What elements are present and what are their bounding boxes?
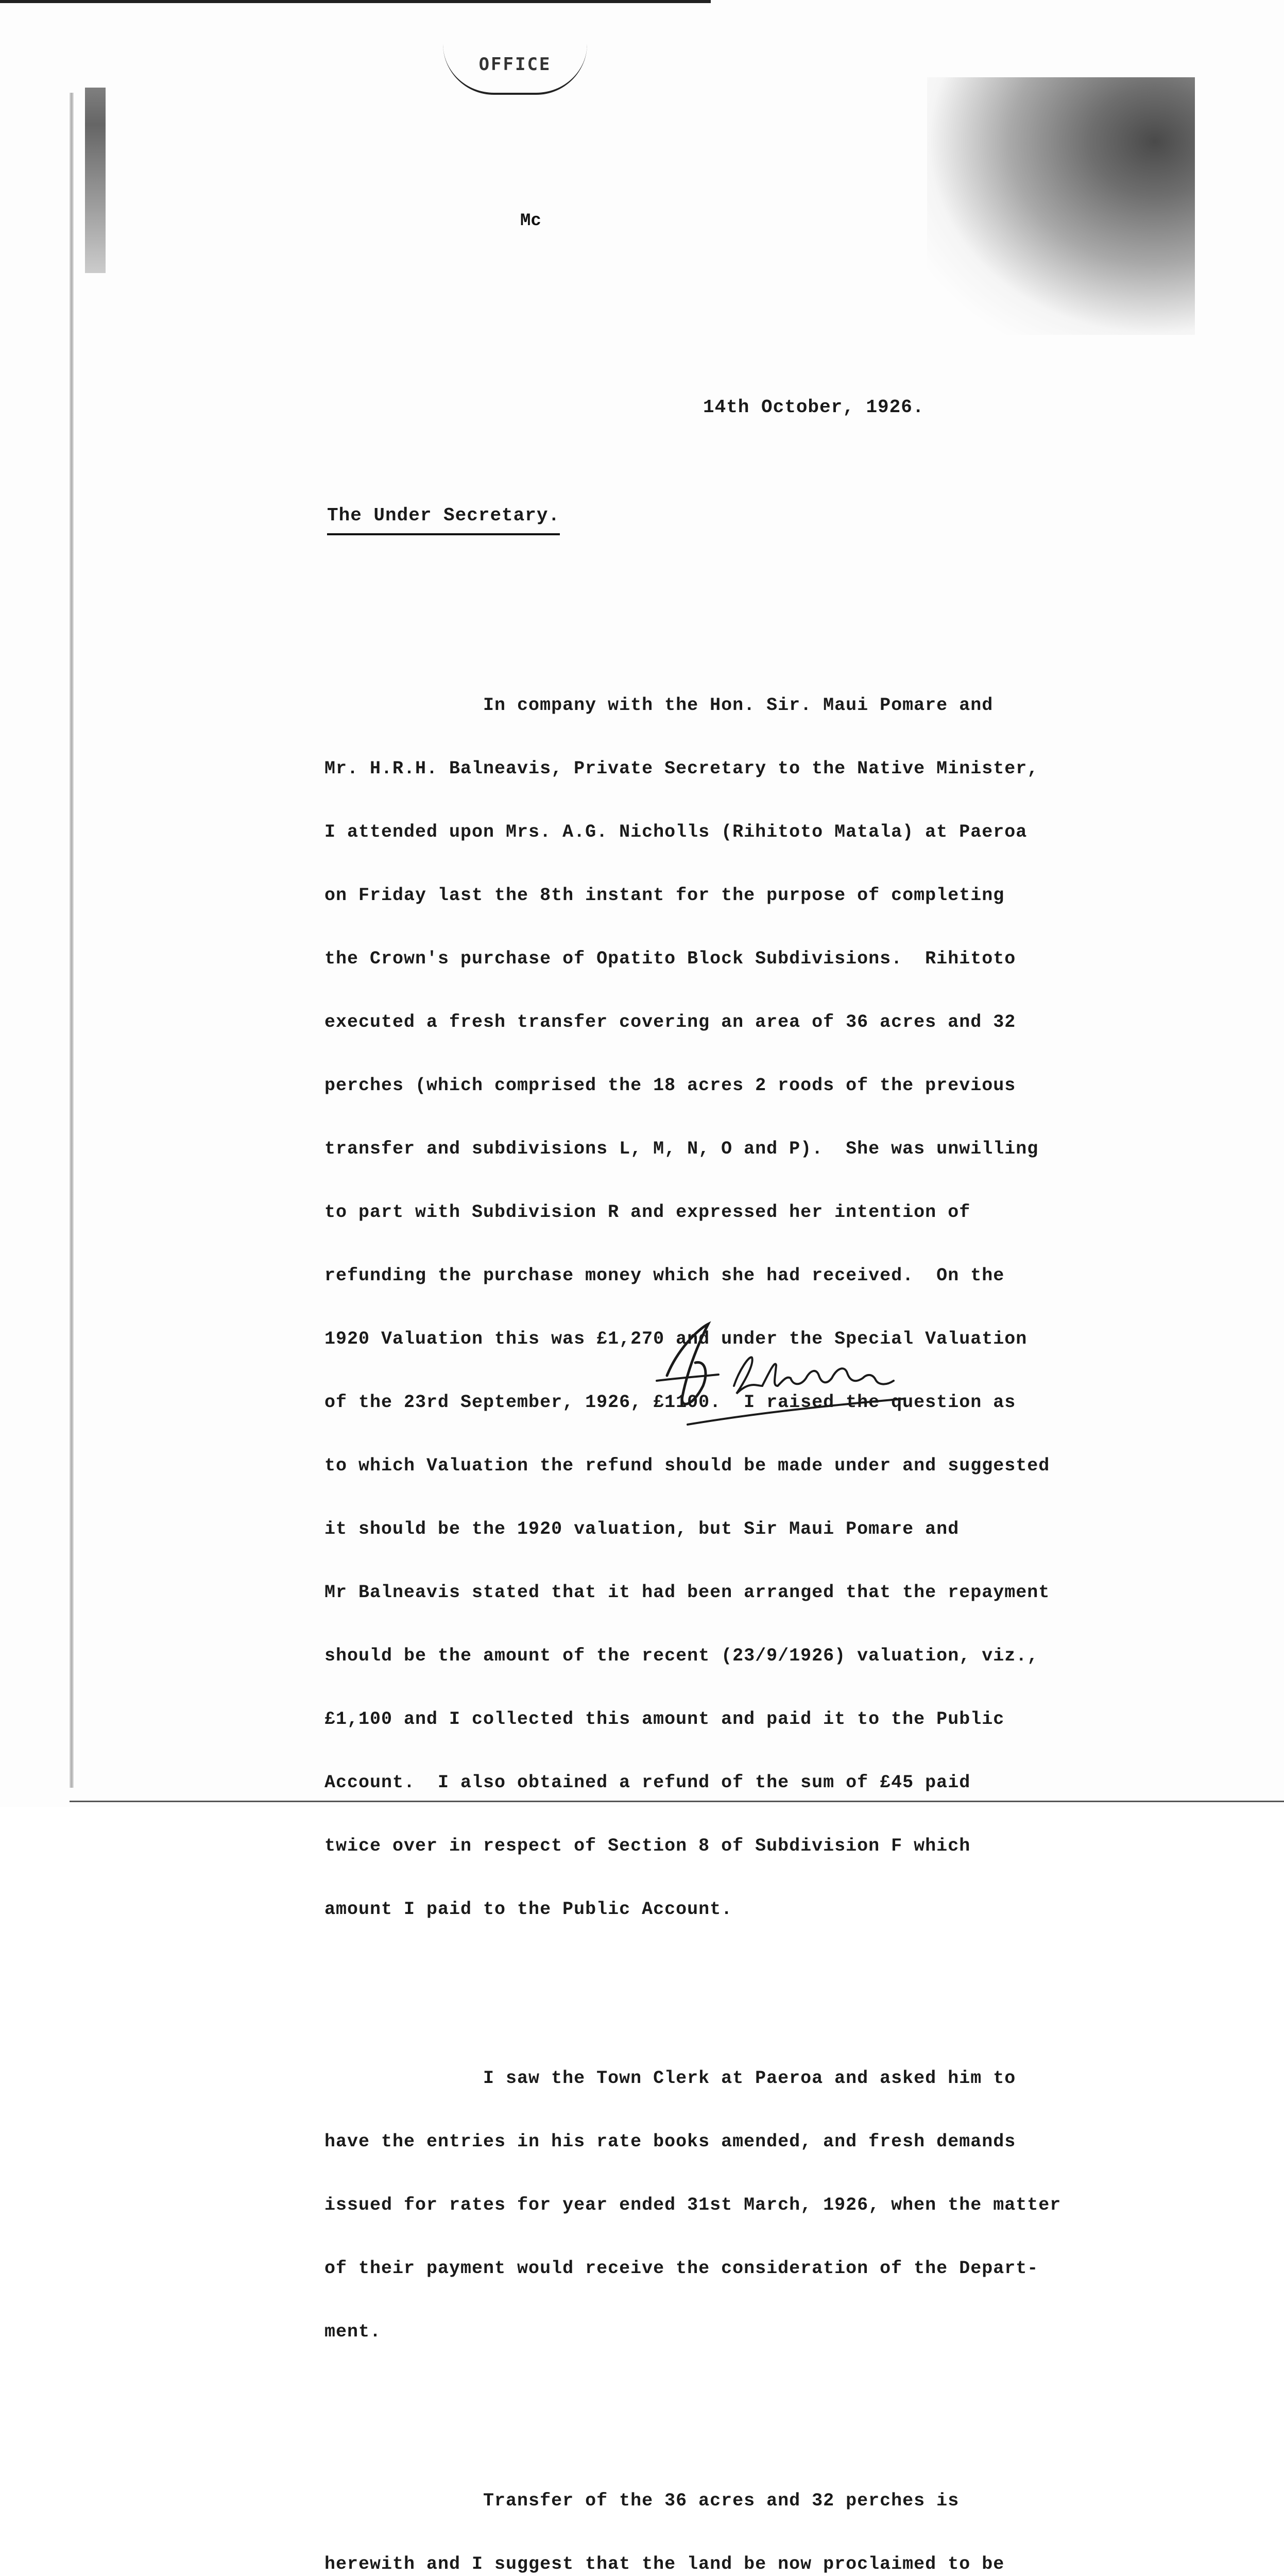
corner-scan-shadow <box>927 77 1195 335</box>
letter-date: 14th October, 1926. <box>703 397 925 418</box>
text-line: the Crown's purchase of Opatito Block Subdivisions. Rihitoto <box>324 948 1016 969</box>
handwritten-signature <box>646 1309 935 1443</box>
top-edge-rule <box>0 0 711 3</box>
reference-mark: Mc <box>520 211 541 231</box>
stamp-text: OFFICE <box>478 54 552 75</box>
text-line: executed a fresh transfer covering an area of 36 acres and 32 <box>324 1012 1016 1032</box>
text-line: I saw the Town Clerk at Paeroa and asked him to <box>324 2068 1016 2089</box>
text-line: Mr Balneavis stated that it had been arranged that the repayment <box>324 1582 1050 1603</box>
left-scan-edge <box>70 93 74 1788</box>
text-line: to part with Subdivision R and expressed her intention of <box>324 1202 971 1223</box>
text-line: to which Valuation the refund should be made under and suggested <box>324 1455 1050 1476</box>
letter-body <box>324 611 1159 2576</box>
text-line: In company with the Hon. Sir. Maui Pomare and <box>324 695 994 716</box>
addressee: The Under Secretary. <box>327 505 560 535</box>
text-line: I attended upon Mrs. A.G. Nicholls (Rihitoto Matala) at Paeroa <box>324 822 1028 842</box>
signature-graphic <box>646 1309 935 1443</box>
paragraph-1 <box>324 653 1159 1962</box>
text-line: of the 23rd September, 1926, £1100. I raised the question as <box>324 1392 1016 1413</box>
text-line: should be the amount of the recent (23/9/1926) valuation, viz., <box>324 1646 1039 1666</box>
text-line: Mr. H.R.H. Balneavis, Private Secretary to the Native Minister, <box>324 758 1039 779</box>
text-line: have the entries in his rate books amended, and fresh demands <box>324 2131 1016 2152</box>
text-line: Account. I also obtained a refund of the sum of £45 paid <box>324 1772 971 1793</box>
paragraph-3 <box>324 2448 1159 2576</box>
text-line: 1920 Valuation this was £1,270 and under the Special Valuation <box>324 1329 1028 1349</box>
office-stamp <box>443 44 587 95</box>
text-line: ment. <box>324 2321 382 2342</box>
text-line: on Friday last the 8th instant for the purpose of completing <box>324 885 1005 906</box>
left-scan-blot <box>85 88 106 273</box>
text-line: of their payment would receive the consideration of the Depart- <box>324 2258 1039 2279</box>
text-line: perches (which comprised the 18 acres 2 roods of the previous <box>324 1075 1016 1096</box>
text-line: it should be the 1920 valuation, but Sir Maui Pomare and <box>324 1519 960 1539</box>
text-line: herewith and I suggest that the land be now proclaimed to be <box>324 2554 1005 2574</box>
text-line: issued for rates for year ended 31st March, 1926, when the matter <box>324 2195 1062 2215</box>
text-line: transfer and subdivisions L, M, N, O and P). She was unwilling <box>324 1139 1039 1159</box>
text-line: twice over in respect of Section 8 of Subdivision F which <box>324 1836 971 1856</box>
paragraph-2 <box>324 2026 1159 2385</box>
text-line: amount I paid to the Public Account. <box>324 1899 733 1920</box>
text-line: Transfer of the 36 acres and 32 perches is <box>324 2490 960 2511</box>
text-line: £1,100 and I collected this amount and paid it to the Public <box>324 1709 1005 1730</box>
text-line: refunding the purchase money which she had received. On the <box>324 1265 1005 1286</box>
